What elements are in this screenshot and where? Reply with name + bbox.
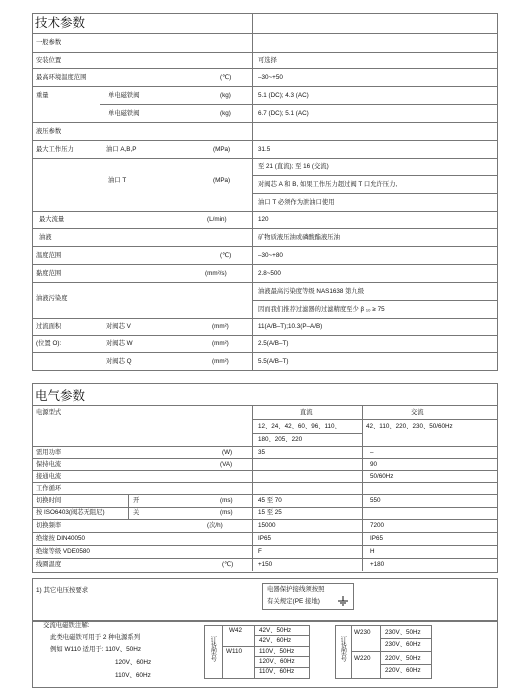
nom-power-ac: – [370, 449, 374, 456]
ins-ac: H [370, 548, 375, 555]
on-dc: 45 至 70 [258, 497, 282, 504]
on-unit: (ms) [220, 497, 233, 504]
nom-power-label: 需用功率 [36, 449, 62, 456]
ac-note-line4: 110V、60Hz [115, 672, 151, 679]
flow-value: 120 [258, 216, 269, 223]
weight-value-1: 5.1 (DC); 4.3 (AC) [258, 92, 309, 99]
pressure-value: 31.5 [258, 146, 271, 153]
val-w220-1: 220V、50Hz [385, 655, 421, 662]
power-form-label: 电源型式 [36, 409, 62, 416]
spool-v: 对阀芯 V [106, 323, 131, 330]
area-value-q: 5.5(A/B–T) [258, 358, 289, 365]
tech-title: 技术参数 [35, 16, 86, 30]
port-t-label: 油口 T [108, 177, 127, 184]
weight-unit-1: (kg) [220, 92, 231, 99]
weight-double: 单电磁铁阀 [108, 110, 140, 117]
off-dc: 15 至 25 [258, 509, 282, 516]
hold-unit: (VA) [220, 461, 233, 468]
on-ac: 550 [370, 497, 381, 504]
pressure-unit-1: (MPa) [213, 146, 231, 153]
dc-header: 直流 [300, 409, 313, 416]
on-label: 开 [133, 497, 140, 504]
pressure-unit-2: (MPa) [213, 177, 231, 184]
temp-unit: (℃) [220, 252, 232, 259]
freq-ac: 7200 [370, 522, 385, 529]
flow-unit: (L/min) [207, 216, 227, 223]
dc-volts-2: 180、205、220 [258, 436, 303, 443]
ambient-label: 最高环境温度范围 [36, 74, 87, 81]
protect-label: 绝缘按 DIN40050 [36, 535, 85, 542]
coil-ac: +180 [370, 561, 385, 568]
clean-label: 油液污染度 [36, 295, 68, 302]
weight-value-2: 6.7 (DC); 5.1 (AC) [258, 110, 309, 117]
code-w230: W230 [354, 629, 371, 636]
freq-dc: 15000 [258, 522, 276, 529]
clean-value-2: 因而我们推荐过滤器的过滤精度至少 β ₁₀ ≥ 75 [258, 306, 385, 313]
ins-dc: F [258, 548, 262, 555]
ins-label: 绝缘等级 VDE0580 [36, 548, 90, 555]
spool-w: 对阀芯 W [106, 340, 133, 347]
pos-o-label: (位置 O): [36, 340, 62, 347]
area-value-v: 11(A/B–T);10.3(P–A/B) [258, 323, 323, 330]
temp-label: 温度范围 [36, 252, 62, 259]
iso-label: 按 ISO6403(阀芯无阻尼) [36, 509, 105, 516]
off-label: 关 [133, 509, 140, 516]
area-unit-1: (mm²) [212, 323, 229, 330]
spool-q: 对阀芯 Q [106, 358, 132, 365]
nom-power-dc: 35 [258, 449, 266, 456]
other-voltage-note: 1) 其它电压按要求 [36, 587, 89, 594]
val-w230-1: 230V、50Hz [385, 629, 421, 636]
val-w230-2: 230V、60Hz [385, 641, 421, 648]
max-flow-label: 最大流量 [39, 216, 65, 223]
fluid-value: 矿物质液压油或磷酸酯液压油 [258, 234, 340, 241]
weight-unit-2: (kg) [220, 110, 231, 117]
val-w42-1: 42V、50Hz [259, 627, 292, 634]
visc-label: 黏度范围 [36, 270, 62, 277]
weight-single: 单电磁铁阀 [108, 92, 140, 99]
ports-abp: 油口 A,B,P [106, 146, 137, 153]
val-w42-2: 42V、60Hz [259, 637, 292, 644]
ground-icon [337, 596, 349, 607]
port-t-line3: 油口 T 必须作为泄油口使用 [258, 199, 335, 206]
hydraulic-label: 液压参数 [36, 128, 62, 135]
val-w220-2: 220V、60Hz [385, 667, 421, 674]
ambient-value: –30~+50 [258, 74, 283, 81]
coil-unit: (℃) [222, 561, 234, 568]
visc-value: 2.8~500 [258, 270, 281, 277]
earth-note-box [262, 583, 354, 610]
order-code-label-left: 订货型号 [209, 636, 217, 662]
ac-note-line1: 此类电磁铁可用于 2 种电源系列 [50, 634, 141, 641]
switch-time-label: 切换时间 [36, 497, 62, 504]
ambient-unit: (℃) [220, 74, 232, 81]
dc-volts-1: 12、24、42、60、96、110、 [258, 423, 341, 430]
protect-ac: IP65 [370, 535, 383, 542]
temp-value: –30~+80 [258, 252, 283, 259]
coil-dc: +150 [258, 561, 273, 568]
val-w110-2: 120V、60Hz [259, 658, 295, 665]
protect-dc: IP65 [258, 535, 271, 542]
order-code-label-right: 订货型号 [339, 636, 347, 662]
area-value-w: 2.5(A/B–T) [258, 340, 289, 347]
val-w110-3: 110V、60Hz [259, 668, 295, 675]
fluid-label: 油液 [39, 234, 52, 241]
earth-note-line1: 电器保护接线须按照 [267, 586, 325, 593]
hold-ac: 90 [370, 461, 378, 468]
port-t-line1: 至 21 (直流); 至 16 (交流) [258, 163, 329, 170]
freq-unit: (次/h) [207, 522, 223, 529]
ac-volts: 42、110、220、230、50/60Hz [366, 423, 453, 430]
weight-label: 重量 [36, 92, 49, 99]
area-unit-3: (mm²) [212, 358, 229, 365]
val-w110-1: 110V、50Hz [259, 648, 295, 655]
nom-power-unit: (W) [222, 449, 233, 456]
tech-col-divider [252, 13, 253, 370]
ac-header: 交流 [411, 409, 424, 416]
code-w110: W110 [226, 648, 242, 655]
clean-value-1: 油液最高污染度等级 NAS1638 第九级 [258, 288, 365, 295]
general-label: 一般参数 [36, 39, 62, 46]
hold-label: 保持电流 [36, 461, 62, 468]
duty-label: 工作循环 [36, 485, 62, 492]
install-label: 安装位置 [36, 57, 62, 64]
pull-ac: 50/60Hz [370, 473, 394, 480]
off-unit: (ms) [220, 509, 233, 516]
ac-note-title: 交流电磁铁注解: [43, 622, 90, 629]
coil-label: 线圈温度 [36, 561, 62, 568]
earth-note-line2: 有关规定(PE 接地) [267, 598, 320, 605]
pull-label: 接通电流 [36, 473, 62, 480]
code-w42: W42 [229, 627, 242, 634]
area-unit-2: (mm²) [212, 340, 229, 347]
install-value: 可选择 [258, 57, 277, 64]
elec-title: 电气参数 [35, 389, 86, 403]
visc-unit: (mm²/s) [205, 270, 227, 277]
max-pressure-label: 最大工作压力 [36, 146, 74, 153]
area-label: 过流面积 [36, 323, 62, 330]
code-w220: W220 [354, 655, 371, 662]
port-t-line2: 对阀芯 A 和 B, 如果工作压力超过阀 T 口允许压力, [258, 181, 398, 188]
ac-note-line2: 例如 W110 适用于: 110V、50Hz [50, 646, 142, 653]
freq-label: 切换频率 [36, 522, 62, 529]
ac-note-line3: 120V、60Hz [115, 659, 152, 666]
